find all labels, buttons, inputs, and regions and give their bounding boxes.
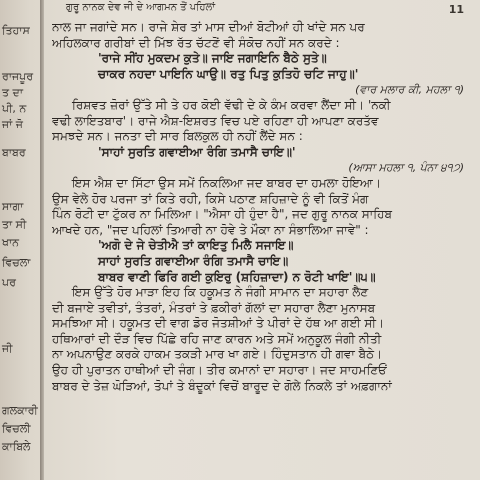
text-line: ਬਾਬਰ ਦੇ ਤੇਜ਼ ਘੋੜਿਆਂ, ਤੋਪਾਂ ਤੇ ਬੰਦੂਕਾਂ ਵਿਚੋਂ ਬਾਰੂਦ ਦੇ ਗੋਲੇ ਨਿਕਲੇ ਤਾਂ ਅਫ਼ਗਾਨਾਂ [52, 378, 392, 393]
text-line: ਰਿਸ਼ਵਤ ਜ਼ੋਰਾਂ ਉੱਤੇ ਸੀ ਤੇ ਹਰ ਕੋਈ ਵੱਢੀ ਦੇ ਕੇ ਕੰਮ ਕਰਵਾ ਲੈਂਦਾ ਸੀ। 'ਨਕੀ [72, 97, 391, 112]
verse-line: ਸਾਹਾਂ ਸੁਰਤਿ ਗਵਾਈਆ ਰੰਗਿ ਤਮਾਸੈ ਚਾਇ॥ [98, 253, 289, 268]
text-line: ਇਸ ਉੱਤੇ ਹੋਰ ਮਾੜਾ ਇਹ ਕਿ ਹਕੂਮਤ ਨੇ ਜੰਗੀ ਸਾਮਾਨ ਦਾ ਸਹਾਰਾ ਲੈਣ [72, 285, 369, 300]
verse-line: 'ਸਾਹਾਂ ਸੁਰਤਿ ਗਵਾਈਆ ਰੰਗਿ ਤਮਾਸੈ ਚਾਇ॥' [98, 144, 296, 159]
verse-line: ਬਾਬਰ ਵਾਣੀ ਫਿਰਿ ਗਈ ਕੁਇਰੁ (ਸ਼ਹਿਜ਼ਾਦਾ) ਨ ਰੋਟੀ ਖਾਇ'॥੫॥ [98, 269, 376, 284]
text-line: ਉਸ ਵੇਲੇ ਹੋਰ ਪਰਜਾ ਤਾਂ ਕਿਤੇ ਰਹੀ, ਕਿਸੇ ਪਠਾਣ ਸ਼ਹਿਜ਼ਾਦੇ ਨੂੰ ਵੀ ਕਿਤੋਂ ਮੰਗ [52, 191, 369, 206]
margin-fragment: ਸਾਗਾ [2, 200, 24, 213]
running-header [52, 0, 472, 18]
verse-line: ਚਾਕਰ ਨਹਦਾ ਪਾਇਨਿ ਘਾਉ॥ ਰਤੁ ਪਿਤੁ ਕੁਤਿਹੋ ਚਟਿ ਜਾਹੁ॥' [98, 66, 359, 81]
text-line: ਉਹ ਹੀ ਪੁਰਾਤਨ ਹਾਥੀਆਂ ਦੀ ਜੰਗ। ਤੀਰ ਕਮਾਨਾਂ ਦਾ ਸਹਾਰਾ। ਜਦ ਸਾਹਮਣਿਓਂ [52, 363, 387, 378]
text-line: ਦੀ ਬਜਾਏ ਤਵੀਤਾਂ, ਤੰਤਰਾਂ, ਮੰਤਰਾਂ ਤੇ ਫ਼ਕੀਰਾਂ ਗੱਲਾਂ ਦਾ ਸਹਾਰਾ ਲੈਣਾ ਮੁਨਾਸਬ [52, 300, 376, 315]
margin-fragment: ਖਾਨ [2, 236, 19, 249]
text-line: ਸਮਝਿਆ ਸੀ। ਹਕੂਮਤ ਦੀ ਵਾਗ ਡੋਰ ਜੋਤਸ਼ੀਆਂ ਤੇ ਪੀਰਾਂ ਦੇ ਹੱਥ ਆ ਗਈ ਸੀ। [52, 316, 385, 331]
margin-fragment: ਤਿਹਾਸ [2, 24, 30, 37]
text-line: ਨਾਲ ਜਾ ਜਗਾਂਦੇ ਸਨ। ਰਾਜੇ ਸ਼ੇਰ ਤਾਂ ਮਾਸ ਦੀਆਂ ਬੋਟੀਆਂ ਹੀ ਖਾਂਦੇ ਸਨ ਪਰ [52, 20, 365, 34]
margin-fragment: ਗਲਕਾਰੀ [2, 404, 38, 417]
margin-fragment: ਤਾ ਸੀ [2, 218, 27, 231]
margin-fragment: ਜਾਂ ਜੋ [2, 118, 23, 131]
citation: (ਆਸਾ ਮਹਲਾ ੧, ਪੰਨਾ ੪੧੭) [348, 161, 464, 175]
text-line: ਪਿੰਨ ਰੋਟੀ ਦਾ ਟੁੱਕਰ ਨਾ ਮਿਲਿਆ। "ਐਸਾ ਹੀ ਹੁੰਦਾ ਹੈ", ਜਦ ਗੁਰੂ ਨਾਨਕ ਸਾਹਿਬ [52, 207, 392, 222]
text-line: ਅਹਿਲਕਾਰ ਗਰੀਬਾਂ ਦੀ ਮਿੱਝ ਰੱਤ ਚੱਟਣੋਂ ਵੀ ਸੰਕੋਚ ਨਹੀਂ ਸਨ ਕਰਦੇ : [52, 35, 340, 50]
margin-fragment: ਵਿਚਲੀ [2, 422, 31, 435]
verse-line: 'ਅਗੋ ਦੇ ਜੇ ਚੇਤੀਐ ਤਾਂ ਕਾਇਤੁ ਮਿਲੈ ਸਜਾਇ॥ [98, 238, 294, 253]
page-number: 11 [448, 3, 464, 16]
text-line: ਆਖਦੇ ਹਨ, "ਜਦ ਪਹਿਲਾਂ ਤਿਆਰੀ ਨਾ ਹੋਵੇ ਤੇ ਮੌਕਾ ਨਾ ਸੰਭਾਲਿਆ ਜਾਵੇ" : [52, 222, 369, 237]
margin-fragment: ਬਾਬਰ [2, 146, 26, 159]
text-line: ਇਸ ਐਸ਼ ਦਾ ਸਿੱਟਾ ਉਸ ਸਮੇਂ ਨਿਕਲਿਆ ਜਦ ਬਾਬਰ ਦਾ ਹਮਲਾ ਹੋਇਆ। [72, 175, 381, 190]
book-gutter [40, 0, 44, 480]
text-line: ਹਥਿਆਰਾਂ ਦੀ ਦੌੜ ਵਿਚ ਪਿੱਛੇ ਰਹਿ ਜਾਣ ਕਾਰਨ ਅਤੇ ਸਮੇਂ ਅਨੁਕੂਲ ਜੰਗੀ ਨੀਤੀ [52, 331, 382, 346]
page-content [52, 0, 472, 480]
text-line: ਵਢੀ ਲਾਇਤਬਾਰ'। ਰਾਜੇ ਐਸ਼-ਇਸ਼ਰਤ ਵਿਚ ਪਏ ਰਹਿਣਾ ਹੀ ਆਪਣਾ ਕਰਤੱਵ [52, 113, 379, 128]
running-header-title: ਗੁਰੂ ਨਾਨਕ ਦੇਵ ਜੀ ਦੇ ਆਗਮਨ ਤੋਂ ਪਹਿਲਾਂ [66, 2, 216, 13]
margin-fragment: ਕਾਬਿਲੇ [2, 440, 31, 453]
margin-fragment: ਰਾਜਪੂਰ [2, 70, 34, 83]
facing-page-edge [0, 0, 40, 480]
text-line: ਸਮਝਦੇ ਸਨ। ਜਨਤਾ ਦੀ ਸਾਰ ਬਿਲਕੁਲ ਹੀ ਨਹੀਂ ਲੈਂਦੇ ਸਨ : [52, 129, 303, 144]
margin-fragment: ਤ ਦਾ [2, 86, 23, 99]
text-line: ਨਾ ਅਪਨਾਉਣ ਕਰਕੇ ਹਾਕਮ ਤਕੜੀ ਮਾਰ ਖਾ ਗਏ। ਹਿੰਦੁਸਤਾਨ ਹੀ ਗਵਾ ਬੈਠੇ। [52, 347, 383, 362]
citation: (ਵਾਰ ਮਲਾਰ ਕੀ, ਮਹਲਾ ੧) [355, 83, 464, 97]
verse-line: 'ਰਾਜੇ ਸੀਂਹ ਮੁਕਦਮ ਕੁਤੇ॥ ਜਾਇ ਜਗਾਇਨਿ ਬੈਠੇ ਸੁਤੇ॥ [98, 51, 327, 66]
margin-fragment: ਪੀ, ਨ [2, 102, 27, 115]
margin-fragment: ਜੀ [2, 342, 13, 355]
margin-fragment: ਵਿਚਲਾ [2, 256, 31, 269]
body-text [52, 20, 474, 394]
margin-fragment: ਪਰ [2, 276, 16, 289]
